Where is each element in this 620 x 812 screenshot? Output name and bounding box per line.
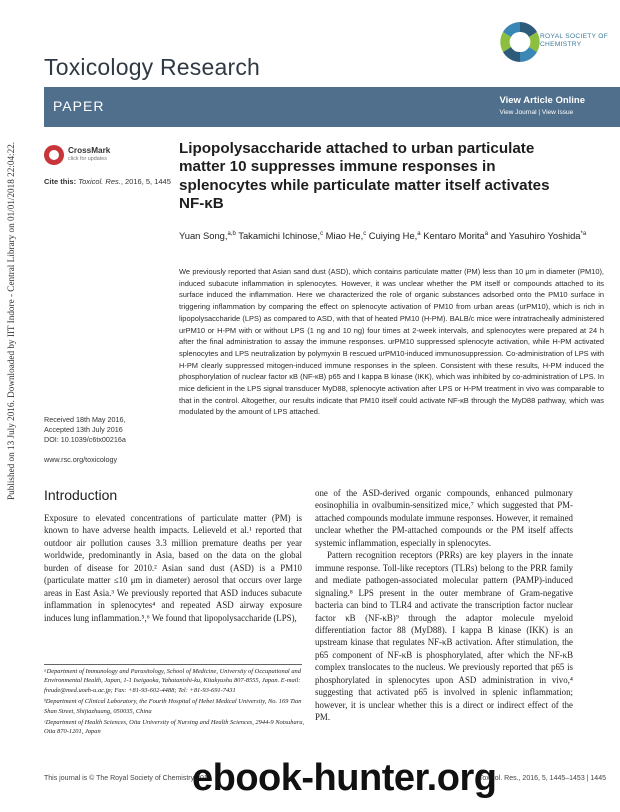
view-journal-issue-links[interactable]: View Journal | View Issue bbox=[499, 109, 574, 116]
cite-details: , 2016, 5, 1445 bbox=[120, 177, 171, 186]
author-name: and Yasuhiro Yoshida bbox=[488, 230, 581, 242]
section-heading-introduction: Introduction bbox=[44, 487, 118, 503]
author-affiliation: a bbox=[417, 231, 421, 237]
crossmark-icon bbox=[44, 145, 64, 165]
author-name: Miao He, bbox=[323, 230, 364, 242]
body-paragraph: Exposure to elevated concentrations of particulate matter (PM) is known to have adverse health impacts. Lelieveld et al.¹ reported that outdoor air pollution causes 3.3 million premature deaths per year worldwide, predominantly in Asia, based on the data on the global burden of disease for 2010.² Asian sand dust (ASD) is a PM10 (particulate matter ≤10 μm in diameter) aerosol that occurs over large areas in East Asia.³ We previously reported that ASD induces subacute inflammation in splenocytes⁴ and repeated ASD airway exposure induces lung inflammation.⁵,⁶ We found that lipopolysaccharide (LPS), bbox=[44, 513, 302, 623]
view-article-online-link[interactable]: View Article Online bbox=[499, 95, 585, 106]
author-affiliation: a,b bbox=[227, 231, 236, 237]
article-type-label: PAPER bbox=[53, 98, 105, 114]
received-date: Received 18th May 2016, bbox=[44, 415, 126, 424]
cite-journal: Toxicol. Res. bbox=[78, 177, 121, 186]
download-note-text: Published on 13 July 2016. Downloaded by IIT Indore - Central Library on 01/01/2018 22:04:22. bbox=[6, 141, 16, 500]
footnote: ᵃDepartment of Immunology and Parasitology, School of Medicine, University of Occupational and Environmental Health, Japan, 1-1 Iseigaoka, Yahatanishi-ku, Kitakyushu 807-8555, Japan. E-mail: freude@med.uoeh-u.ac.jp; Fax: +81-93-602-4488; Tel: +81-93-691-7431 bbox=[44, 668, 301, 694]
crossmark-label: CrossMark bbox=[68, 146, 111, 155]
article-title: Lipopolysaccharide attached to urban particulate matter 10 suppresses immune responses in splenocytes while particulate matter itself activates NF-κB bbox=[179, 140, 550, 212]
author-name: Yuan Song, bbox=[179, 230, 228, 242]
footnote: ᶜDepartment of Health Sciences, Oita University of Nursing and Health Sciences, 2944-9 Notsuharu, Oita 870-1201, Japan bbox=[44, 719, 305, 736]
footnote: ᵇDepartment of Clinical Laboratory, the Fourth Hospital of Hebei Medical University, No. 169 Tian Shan Street, Shijiazhuang, 050035, China bbox=[44, 698, 302, 715]
doi[interactable]: DOI: 10.1039/c6tx00216a bbox=[44, 435, 126, 444]
author-affiliation: c bbox=[320, 231, 324, 237]
accepted-date: Accepted 13th July 2016 bbox=[44, 425, 123, 434]
download-note bbox=[6, 141, 18, 500]
publisher-name: ROYAL SOCIETY OF CHEMISTRY bbox=[540, 33, 609, 48]
body-column-right bbox=[315, 487, 573, 724]
author-affiliation: *a bbox=[580, 231, 587, 237]
affiliation-footnotes bbox=[44, 667, 306, 737]
crossmark-badge[interactable] bbox=[44, 145, 130, 167]
author-affiliation: c bbox=[363, 231, 367, 237]
cite-prefix: Cite this: bbox=[44, 177, 77, 186]
author-name: Kentaro Morita bbox=[420, 230, 485, 242]
footnote-divider bbox=[44, 664, 302, 665]
journal-title: Toxicology Research bbox=[44, 54, 261, 80]
author-name: Cuiying He, bbox=[366, 230, 418, 242]
author-list bbox=[179, 228, 599, 242]
article-type-banner bbox=[44, 87, 620, 127]
article-history bbox=[44, 415, 126, 445]
body-column-left bbox=[44, 512, 302, 624]
author-affiliation: a bbox=[484, 231, 489, 237]
journal-website-link[interactable]: www.rsc.org/toxicology bbox=[44, 455, 118, 464]
body-paragraph: one of the ASD-derived organic compounds, enhanced pulmonary eosinophilia in ovalbumin-sensitized mice,⁷ which suggested that PM-attached compounds modulate immune responses. However, it remained unclear whether the PM-attached compounds or the PM itself affects systemic inflammation, especially in splenocytes. bbox=[315, 488, 573, 548]
body-paragraph: Pattern recognition receptors (PRRs) are key players in the innate immune response. Toll-like receptors (TLRs) belong to the PRR family and mediate pathogen-associated molecular pattern (PAMP)-induced signaling.⁸ LPS present in the outer membrane of Gram-negative bacteria can bind to TLR4 and activate the transcription factor nuclear factor κB (NF-κB)⁹ through the adaptor molecule myeloid differentiation factor 88 (MyD88). I kappa B kinase (IKK) is an upstream kinase that regulates NF-κB activation. After stimulation, the p65 component of NF-κB is phosphorylated, after which the NF-κB complex translocates to the nucleus. We previously reported that p65 is phosphorylated in splenocytes upon ASD administration in vivo,⁴ suggesting that activated p65 is involved in splenic inflammation; however, it is unclear whether this is a direct or indirect effect of the PM. bbox=[315, 550, 573, 723]
crossmark-sub: click for updates bbox=[68, 156, 107, 162]
view-online-block bbox=[499, 95, 585, 116]
footer-copyright: This journal is © The Royal Society of Chemistry 2016 bbox=[44, 775, 212, 782]
abstract: We previously reported that Asian sand dust (ASD), which contains particulate matter (PM) less than 10 μm in diameter (PM10), induced subacute inflammation in splenocytes. However, it was unclear whether the PM itself or compounds attached to its surface induced the inflammation. Here we characterized the role of organic substances adsorbed onto the PM10 surface in triggering inflammation by comparing the effect on splenocyte activation of PM10 from urban areas (urPM10), which is rich in lipopolysaccharide (LPS) as compared to ASD, with that of heated PM10 (H-PM). BALB/c mice were intratracheally administered urPM10 or H-PM with or without LPS (1 ng and 10 ng) four times at 2-week intervals, and splenocytes were prepared at 24 h after the final administration to assay the immune responses. urPM10 suppressed splenocyte activation, while H-PM activated splenocytes and LPS neutralization by polymyxin B rescued urPM10-induced immunosuppression. Co-administration of LPS with H-PM clearly suppressed mitogen-induced immune responses in the spleen. Consistent with these results, H-PM induced the phosphorylation of nuclear factor κB (NF-κB) p65 and I kappa B kinase (IKK), which was inhibited by co-administration of LPS. In mice deficient in the LPS signal transducer MyD88, splenocyte activation after LPS or H-PM treatment in vivo was comparable to that in the control. Altogether, our results indicate that PM10 itself could activate NF-κB through the MyD88 pathway, which was modulated by the amount of LPS attached. bbox=[179, 267, 604, 417]
watermark: ebook-hunter.org bbox=[192, 757, 497, 799]
author-name: Takamichi Ichinose, bbox=[235, 230, 321, 242]
footer-citation: Toxicol. Res., 2016, 5, 1445–1453 | 1445 bbox=[478, 775, 606, 782]
citation bbox=[44, 177, 171, 186]
